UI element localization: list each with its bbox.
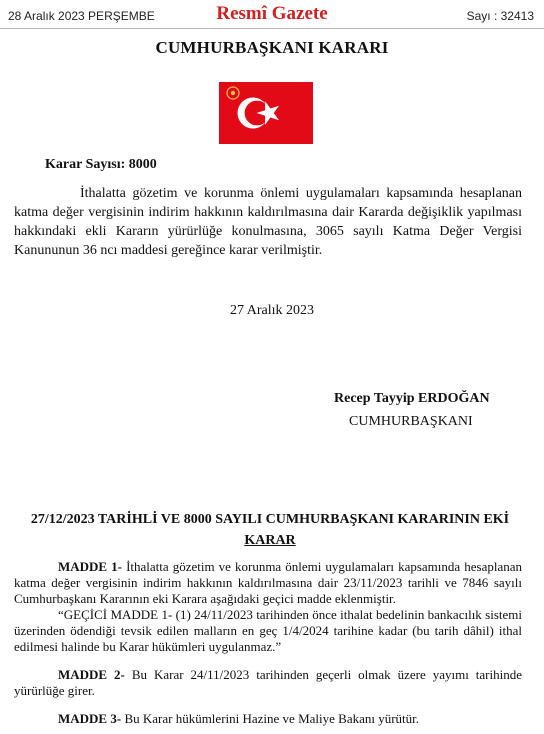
article-text: Bu Karar 24/11/2023 tarihinden geçerli olmak üzere yayımı tarihinde yürürlüğe girer.	[14, 667, 522, 698]
document-title: CUMHURBAŞKANI KARARI	[155, 38, 389, 57]
annex-title-line1: 27/12/2023 TARİHLİ VE 8000 SAYILI CUMHURBAŞKANI KARARININ EKİ	[30, 512, 510, 527]
annex-title	[20, 509, 520, 551]
article-3	[14, 711, 522, 727]
decision-number: Karar Sayısı: 8000	[45, 157, 157, 172]
turkish-flag-icon	[219, 82, 313, 144]
article-label: MADDE 3-	[58, 711, 122, 726]
article-text: Bu Karar hükümlerini Hazine ve Maliye Bakanı yürütür.	[121, 711, 420, 726]
article-1	[14, 559, 522, 655]
article-2	[14, 667, 522, 699]
gazette-name: Resmî Gazete	[216, 3, 328, 24]
article-text: İthalatta gözetim ve korunma önlemi uygulamaları kapsamında hesaplanan katma değer vergisinin indirim hakkının kaldırılmasına dair 23/11/2023 tarihli ve 7846 sayılı Cumhurbaşkanı Kararının eki Karara aşağıdaki geçici madde eklenmiştir.	[14, 559, 522, 606]
signatory-title: CUMHURBAŞKANI	[349, 414, 473, 429]
article-label: MADDE 2-	[58, 667, 125, 682]
issue-number: Sayı : 32413	[466, 9, 534, 23]
page-header	[0, 0, 544, 30]
publication-date: 28 Aralık 2023 PERŞEMBE	[8, 9, 155, 23]
header-divider	[0, 28, 544, 29]
signatory-name: Recep Tayyip ERDOĞAN	[334, 391, 490, 406]
annex-title-line2: KARAR	[244, 533, 296, 548]
article-quote: “GEÇİCİ MADDE 1- (1) 24/11/2023 tarihinden önce ithalat bedelinin bankacılık sistemi üzerinden ödendiği tevsik edilen malların en geç 1/4/2024 tarihine kadar (bu tarih dâhil) ithal edilmesi halinde bu Karar hükümleri uygulanmaz.”	[14, 607, 522, 654]
article-label: MADDE 1-	[58, 559, 122, 574]
intro-paragraph: İthalatta gözetim ve korunma önlemi uygulamaları kapsamında hesaplanan katma değer vergisinin indirim hakkının kaldırılmasına dair Kararda değişiklik yapılması hakkındaki ekli Kararın yürürlüğe konulmasına, 3065 sayılı Katma Değer Vergisi Kanununun 36 ncı maddesi gereğince karar verilmiştir.	[14, 186, 522, 258]
sign-date: 27 Aralık 2023	[230, 303, 314, 318]
